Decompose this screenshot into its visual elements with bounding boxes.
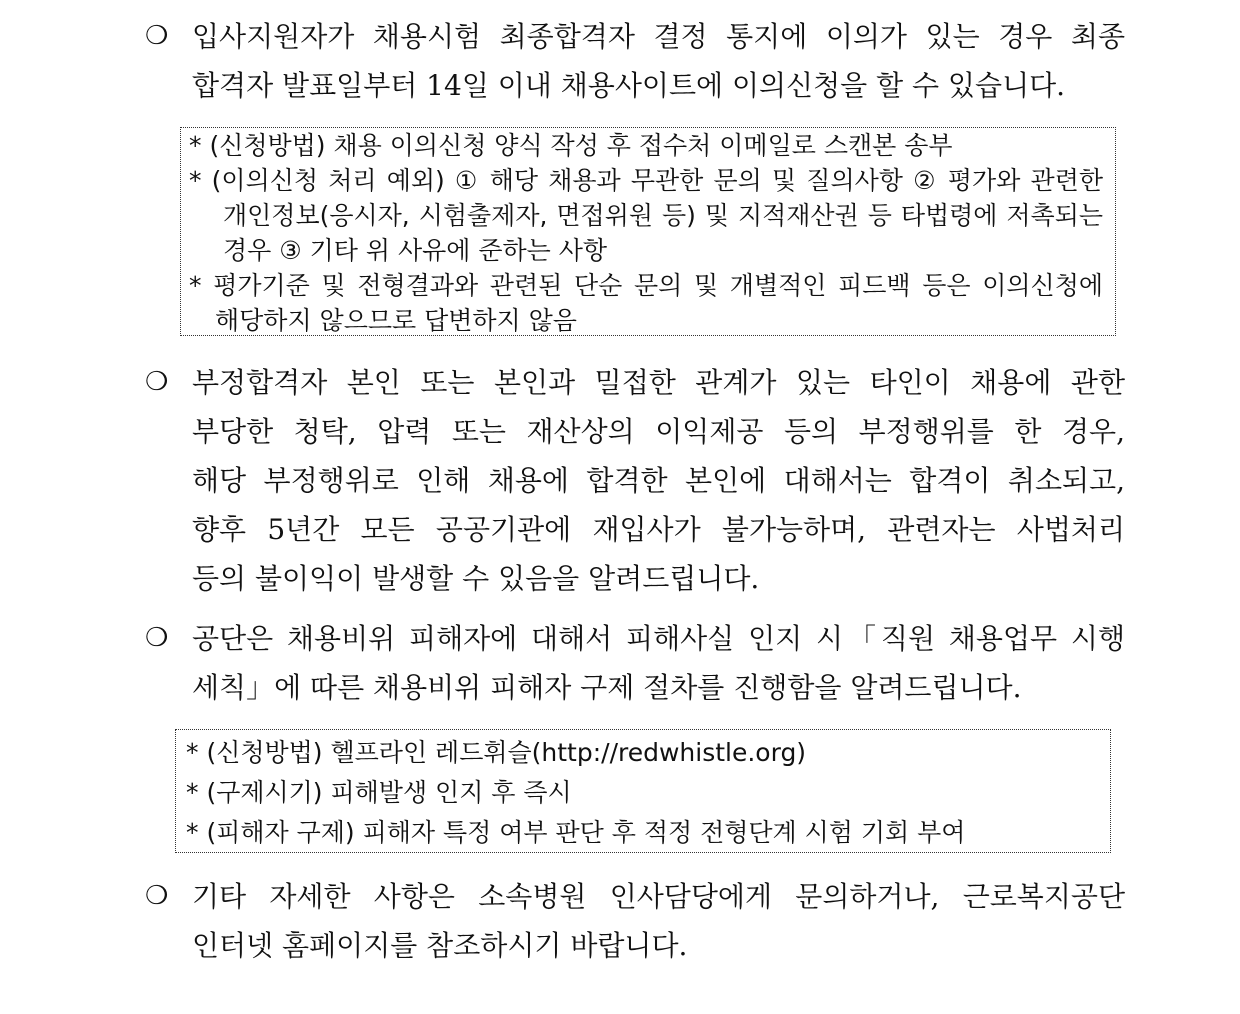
note-box-objection — [180, 127, 1116, 336]
note-box-relief — [175, 729, 1111, 853]
circle-bullet-icon: ❍ — [145, 881, 169, 911]
paragraph-line: 인터넷 홈페이지를 참조하시기 바랍니다. — [192, 929, 688, 962]
paragraph-line: 입사지원자가 채용시험 최종합격자 결정 통지에 이의가 있는 경우 최종 — [192, 20, 1125, 53]
paragraph-victim-relief — [145, 614, 1125, 712]
paragraph-line: 공단은 채용비위 피해자에 대해서 피해사실 인지 시「직원 채용업무 시행 — [192, 622, 1125, 655]
paragraph-line: 기타 자세한 사항은 소속병원 인사담당에게 문의하거나, 근로복지공단 — [192, 880, 1125, 913]
paragraph-objection — [145, 12, 1125, 110]
paragraph-fraud — [145, 358, 1125, 603]
paragraph-line: 부당한 청탁, 압력 또는 재산상의 이익제공 등의 부정행위를 한 경우, — [192, 415, 1125, 448]
paragraph-contact — [145, 872, 1125, 970]
note-line: 개인정보(응시자, 시험출제자, 면접위원 등) 및 지적재산권 등 타법령에 저촉되는 — [223, 201, 1103, 230]
note-line: 해당하지 않으므로 답변하지 않음 — [215, 306, 577, 335]
note-line: * (피해자 구제) 피해자 특정 여부 판단 후 적정 전형단계 시험 기회 부여 — [186, 818, 966, 847]
paragraph-line: 해당 부정행위로 인해 채용에 합격한 본인에 대해서는 합격이 취소되고, — [192, 464, 1125, 497]
paragraph-line: 부정합격자 본인 또는 본인과 밀접한 관계가 있는 타인이 채용에 관한 — [192, 366, 1125, 399]
note-line: * (이의신청 처리 예외) ① 해당 채용과 무관한 문의 및 질의사항 ② 평가와 관련한 — [189, 166, 1103, 195]
note-line: * (신청방법) 헬프라인 레드휘슬(http://redwhistle.org) — [186, 738, 807, 767]
paragraph-line: 향후 5년간 모든 공공기관에 재입사가 불가능하며, 관련자는 사법처리 — [192, 513, 1125, 546]
circle-bullet-icon: ❍ — [145, 21, 169, 51]
paragraph-line: 합격자 발표일부터 14일 이내 채용사이트에 이의신청을 할 수 있습니다. — [192, 69, 1066, 102]
circle-bullet-icon: ❍ — [145, 623, 169, 653]
circle-bullet-icon: ❍ — [145, 367, 169, 397]
note-line: * 평가기준 및 전형결과와 관련된 단순 문의 및 개별적인 피드백 등은 이의신청에 — [189, 271, 1103, 300]
paragraph-line: 세칙」에 따른 채용비위 피해자 구제 절차를 진행함을 알려드립니다. — [192, 671, 1022, 704]
paragraph-line: 등의 불이익이 발생할 수 있음을 알려드립니다. — [192, 562, 760, 595]
note-line: 경우 ③ 기타 위 사유에 준하는 사항 — [223, 236, 608, 265]
note-line: * (신청방법) 채용 이의신청 양식 작성 후 접수처 이메일로 스캔본 송부 — [189, 131, 953, 160]
note-line: * (구제시기) 피해발생 인지 후 즉시 — [186, 778, 572, 807]
